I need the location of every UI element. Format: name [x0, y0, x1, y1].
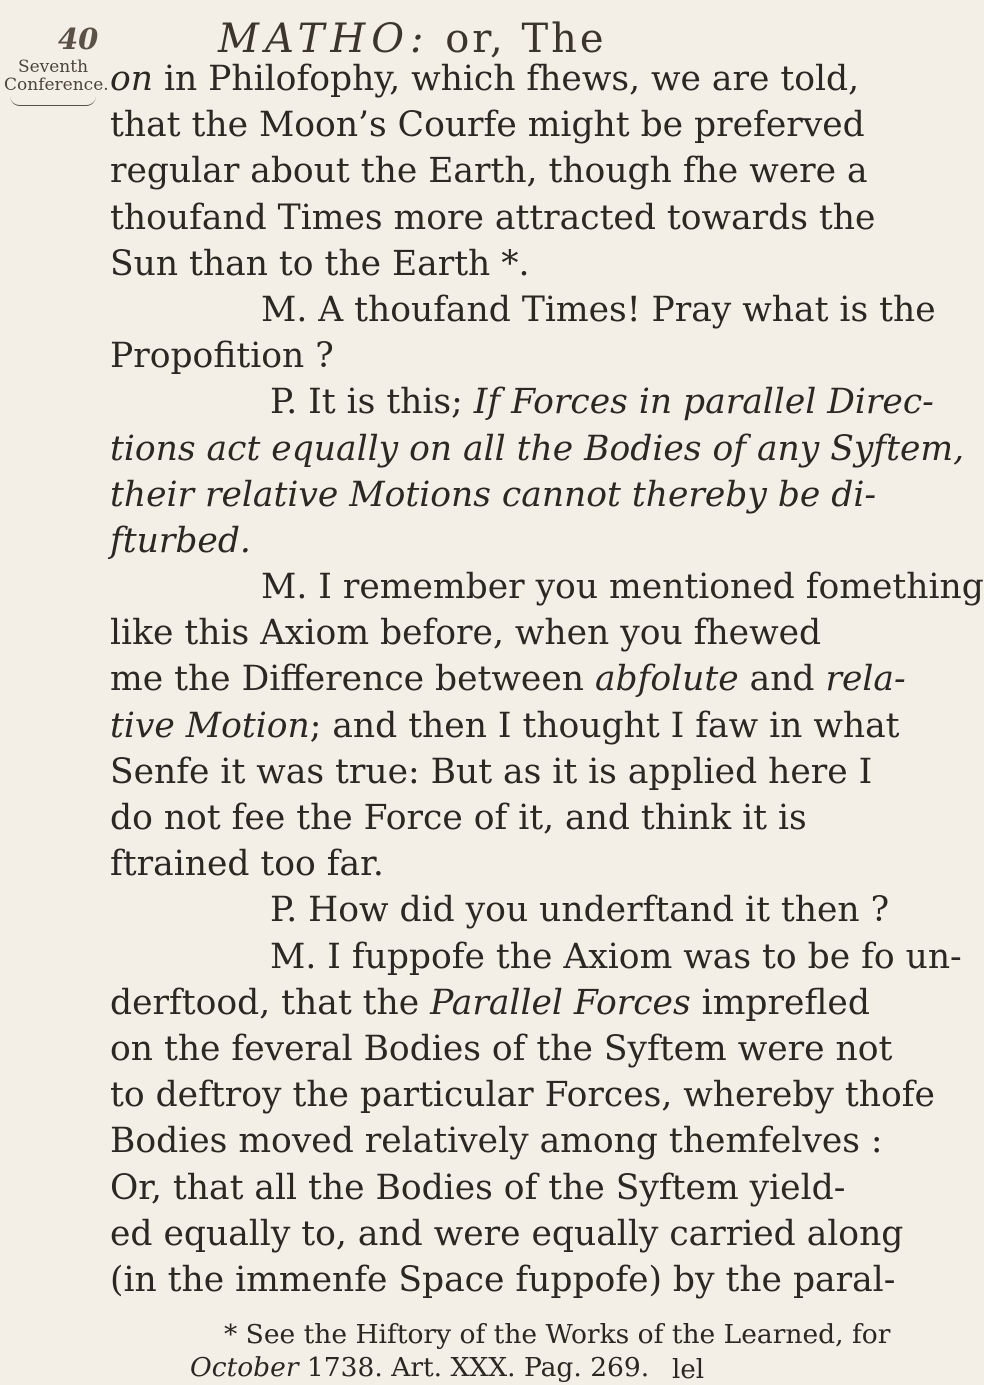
- margin-note: [4, 57, 109, 106]
- text-line: me the Difference between abfolute and rela-: [110, 659, 906, 700]
- page-number: 40: [58, 22, 99, 56]
- margin-bracket-icon: [10, 96, 96, 106]
- margin-note-line-2: Conference.: [4, 75, 109, 95]
- catchword: lel: [672, 1355, 705, 1385]
- body-text: [96, 56, 984, 1303]
- text-line: Bodies moved relatively among themfelves :: [110, 1121, 883, 1162]
- footnote-line-1: * See the Hiftory of the Works of the Learned, for: [224, 1319, 891, 1350]
- text-line: fturbed.: [110, 520, 251, 561]
- text-line: like this Axiom before, when you fhewed: [110, 613, 822, 654]
- text-line: M. I fuppofe the Axiom was to be fo un-: [270, 936, 962, 977]
- text-line: their relative Motions cannot thereby be di-: [110, 474, 877, 515]
- text-line: thoufand Times more attracted towards the: [110, 197, 876, 238]
- running-head-title: MATHO:: [218, 16, 430, 62]
- text-line: ed equally to, and were equally carried along: [110, 1213, 904, 1254]
- margin-note-line-1: Seventh: [17, 57, 89, 77]
- footnote-line-2: October 1738. Art. XXX. Pag. 269.: [190, 1352, 650, 1383]
- text-line: M. I remember you mentioned fomething: [261, 567, 984, 608]
- text-line: P. It is this; If Forces in parallel Direc-: [270, 382, 934, 423]
- text-line: that the Moon’s Courfe might be preferved: [110, 105, 865, 146]
- text-line: Propofition ?: [110, 336, 334, 377]
- running-head-subtitle: or, The: [429, 16, 607, 62]
- text-line: on in Philofophy, which fhews, we are told,: [110, 59, 860, 99]
- text-line: tive Motion; and then I thought I faw in what: [110, 705, 900, 746]
- text-line: do not fee the Force of it, and think it is: [110, 798, 807, 838]
- text-line: to deftroy the particular Forces, whereby thofe: [110, 1075, 935, 1116]
- page-header: [0, 10, 800, 60]
- text-line: P. How did you underftand it then ?: [270, 890, 890, 931]
- text-line: Or, that all the Bodies of the Syftem yield-: [110, 1167, 846, 1208]
- text-line: on the feveral Bodies of the Syftem were not: [110, 1028, 893, 1069]
- text-line: M. A thoufand Times! Pray what is the: [261, 289, 936, 330]
- text-line: (in the immenfe Space fuppofe) by the paral-: [110, 1259, 896, 1300]
- text-line: derftood, that the Parallel Forces imprefled: [110, 982, 870, 1023]
- text-line: regular about the Earth, though fhe were a: [110, 151, 868, 192]
- text-line: Sun than to the Earth *.: [110, 243, 530, 284]
- text-line: Senfe it was true: But as it is applied here I: [110, 751, 873, 792]
- text-line: ftrained too far.: [110, 844, 384, 885]
- text-line: tions act equally on all the Bodies of any Syftem,: [110, 428, 965, 469]
